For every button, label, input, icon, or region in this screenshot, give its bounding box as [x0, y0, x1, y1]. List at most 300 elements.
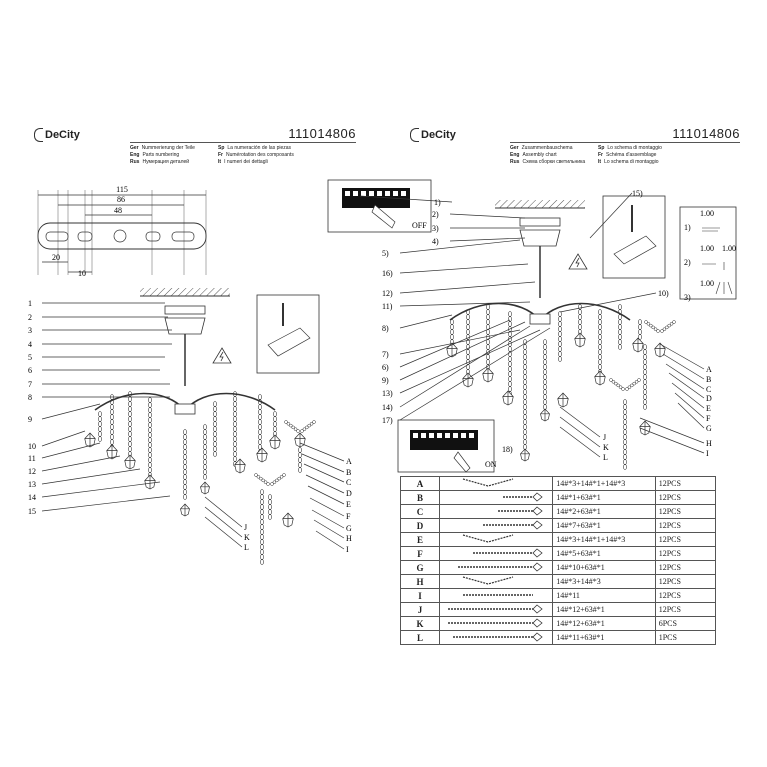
callout-number: 8 — [28, 393, 32, 402]
leader-line — [316, 531, 344, 549]
part-letter: C — [401, 505, 440, 519]
crystal-bead — [260, 490, 263, 495]
switch-off-label: OFF — [412, 221, 427, 230]
crystal-bead — [508, 357, 511, 362]
callout-letter: A — [706, 365, 712, 374]
crystal-bead — [183, 450, 186, 455]
crystal-bead — [213, 452, 216, 457]
crystal-bead — [298, 458, 301, 463]
crystal-bead — [543, 365, 546, 370]
crystal-bead — [598, 320, 601, 325]
ceiling — [140, 288, 230, 296]
callout-number: 12 — [28, 467, 36, 476]
crystal-bead — [543, 350, 546, 355]
crystal-bead — [183, 495, 186, 500]
crystal-bead — [213, 427, 216, 432]
crystal-bead — [128, 447, 131, 452]
crystal-bead — [260, 515, 263, 520]
callout-letter: F — [346, 512, 351, 521]
crystal-bead — [598, 355, 601, 360]
leader-line — [640, 428, 704, 453]
part-illustration — [440, 631, 553, 645]
crystal-bead — [148, 428, 151, 433]
hub — [530, 314, 550, 324]
crystal-bead — [213, 412, 216, 417]
crystal-bead — [298, 453, 301, 458]
language-entry: Eng Parts numbering — [130, 152, 180, 158]
crystal-bead — [233, 422, 236, 427]
crystal-bead — [598, 360, 601, 365]
callout-number: 4 — [28, 340, 32, 349]
chain-icon — [443, 548, 543, 558]
callout-number: 15 — [28, 507, 36, 516]
crystal-bead — [258, 410, 261, 415]
crystal-pendant — [633, 338, 644, 352]
crystal-bead — [486, 330, 489, 335]
crystal-bead — [543, 340, 546, 345]
part-letter: G — [401, 561, 440, 575]
panel-slot — [429, 433, 434, 438]
crystal-bead — [623, 400, 626, 405]
crystal-bead — [148, 403, 151, 408]
callout-letter: K — [603, 443, 609, 452]
crystal-bead — [183, 455, 186, 460]
language-entry: Ger Zusammenbauschema — [510, 145, 573, 151]
crystal-bead — [148, 468, 151, 473]
leader-line — [205, 517, 242, 547]
part-formula: 14#*12+63#*1 — [553, 603, 656, 617]
crystal-bead — [148, 448, 151, 453]
crystal-bead — [578, 305, 581, 310]
crystal-bead — [466, 325, 469, 330]
panel-slot — [393, 191, 398, 196]
crystal-bead — [657, 330, 660, 333]
crystal-bead — [183, 490, 186, 495]
leader-line — [42, 482, 160, 497]
crystal-bead — [578, 325, 581, 330]
crystal-bead — [258, 405, 261, 410]
table-row — [401, 505, 716, 519]
part-illustration — [440, 561, 553, 575]
part-letter: B — [401, 491, 440, 505]
dimension-label: 20 — [52, 253, 60, 262]
crystal-bead — [128, 427, 131, 432]
part-quantity: 12PCS — [655, 603, 715, 617]
callout-number: 2 — [28, 313, 32, 322]
crystal-bead — [110, 435, 113, 440]
wiring-value: 1.00 — [700, 279, 714, 288]
crystal-bead — [203, 435, 206, 440]
crystal-pendant — [640, 421, 651, 435]
part-illustration — [440, 589, 553, 603]
dimension-label: 115 — [116, 185, 128, 194]
callout-number: 5) — [382, 249, 389, 258]
leader-line — [300, 443, 344, 461]
crystal-pendant — [201, 482, 210, 494]
crystal-bead — [258, 415, 261, 420]
part-letter: E — [401, 533, 440, 547]
callout-letter: E — [346, 500, 351, 509]
crystal-pendant — [295, 433, 306, 447]
crystal-bead — [558, 352, 561, 357]
crystal-bead — [598, 345, 601, 350]
crystal-bead — [450, 320, 453, 325]
crystal-bead — [523, 345, 526, 350]
crystal-bead — [183, 465, 186, 470]
crystal-bead — [258, 395, 261, 400]
leader-line — [308, 486, 344, 504]
panel-slot — [421, 433, 426, 438]
part-formula: 14#*2+63#*1 — [553, 505, 656, 519]
crystal-bead — [486, 315, 489, 320]
crystal-bead — [466, 350, 469, 355]
mounting-plate — [165, 306, 205, 314]
crystal-bead — [523, 395, 526, 400]
crystal-bead — [110, 410, 113, 415]
crystal-bead — [543, 375, 546, 380]
crystal-bead — [203, 465, 206, 470]
callout-number: 13 — [28, 480, 36, 489]
crystal-bead — [523, 430, 526, 435]
part-letter: I — [401, 589, 440, 603]
part-formula: 14#*11+63#*1 — [553, 631, 656, 645]
crystal-bead — [273, 422, 276, 427]
language-entry: It Lo schema di montaggio — [598, 159, 659, 165]
part-letter: K — [401, 617, 440, 631]
crystal-bead — [260, 500, 263, 505]
callout-letter: J — [603, 433, 607, 442]
canopy — [165, 318, 205, 334]
crystal-bead — [523, 410, 526, 415]
crystal-bead — [466, 315, 469, 320]
crystal-bead — [543, 360, 546, 365]
part-quantity: 12PCS — [655, 533, 715, 547]
leader-line — [560, 293, 656, 312]
crystal-bead — [486, 305, 489, 310]
crystal-bead — [643, 350, 646, 355]
leader-line — [306, 475, 344, 493]
language-entry: Sp Lo schema di montaggio — [598, 145, 662, 151]
leader-line — [42, 469, 140, 484]
chain-icon — [443, 618, 543, 628]
leader-line — [400, 328, 550, 420]
part-formula: 14#*12+63#*1 — [553, 617, 656, 631]
chain-icon — [443, 590, 543, 600]
crystal-bead — [203, 475, 206, 480]
crystal-bead — [450, 325, 453, 330]
crystal-bead — [183, 445, 186, 450]
crystal-bead — [618, 320, 621, 325]
crystal-bead — [233, 427, 236, 432]
part-formula: 14#*7+63#*1 — [553, 519, 656, 533]
crystal-bead — [638, 330, 641, 335]
crystal-bead — [450, 330, 453, 335]
crystal-pendant — [181, 504, 190, 516]
crystal-bead — [523, 370, 526, 375]
chain-icon — [443, 604, 543, 614]
callout-letter: H — [706, 439, 712, 448]
crystal-bead — [213, 442, 216, 447]
crystal-bead — [148, 398, 151, 403]
crystal-bead — [623, 435, 626, 440]
callout-number: 6) — [382, 363, 389, 372]
crystal-bead — [268, 510, 271, 515]
crystal-bead — [183, 480, 186, 485]
part-letter: D — [401, 519, 440, 533]
crystal-bead — [508, 377, 511, 382]
crystal-bead — [128, 407, 131, 412]
crystal-bead — [558, 337, 561, 342]
panel-slot — [401, 191, 406, 196]
leader-line — [42, 496, 170, 511]
crystal-bead — [508, 367, 511, 372]
part-illustration — [440, 533, 553, 547]
part-formula: 14#*5+63#*1 — [553, 547, 656, 561]
crystal-bead — [523, 390, 526, 395]
crystal-bead — [110, 420, 113, 425]
callout-number: 1) — [434, 198, 441, 207]
crystal-bead — [268, 500, 271, 505]
crystal-bead — [128, 437, 131, 442]
leader-line — [302, 454, 344, 472]
part-illustration — [440, 547, 553, 561]
language-entry: Fr Schéma d'assemblage — [598, 152, 657, 158]
callout-number: 11 — [28, 454, 36, 463]
part-quantity: 12PCS — [655, 505, 715, 519]
crystal-bead — [128, 432, 131, 437]
dimension-label: 86 — [117, 195, 125, 204]
crystal-bead — [618, 345, 621, 350]
crystal-bead — [271, 483, 274, 486]
crystal-bead — [623, 415, 626, 420]
callout-letter: L — [244, 543, 249, 552]
part-quantity: 12PCS — [655, 519, 715, 533]
mounting-bracket — [38, 223, 206, 249]
crystal-bead — [148, 463, 151, 468]
crystal-pendant — [541, 409, 550, 421]
table-row — [401, 547, 716, 561]
panel-slot — [413, 433, 418, 438]
crystal-bead — [298, 468, 301, 473]
crystal-bead — [260, 535, 263, 540]
part-formula: 14#*11 — [553, 589, 656, 603]
crystal-bead — [273, 427, 276, 432]
leader-line — [400, 282, 535, 293]
crystal-bead — [558, 317, 561, 322]
crystal-bead — [183, 470, 186, 475]
crystal-bead — [203, 460, 206, 465]
crystal-bead — [622, 388, 625, 391]
callout-number: 4) — [432, 237, 439, 246]
callout-number: 17) — [382, 416, 393, 425]
chain-icon — [443, 520, 543, 530]
leader-line — [400, 322, 525, 380]
assembly-drawing — [328, 180, 736, 472]
panel-slot — [461, 433, 466, 438]
crystal-bead — [183, 430, 186, 435]
crystal-bead — [543, 380, 546, 385]
callout-number: 14 — [28, 493, 36, 502]
crystal-bead — [98, 432, 101, 437]
mounting-plate — [520, 218, 560, 226]
crystal-bead — [260, 560, 263, 565]
language-entry: It I numeri dei dettagli — [218, 159, 268, 165]
crystal-bead — [578, 320, 581, 325]
crystal-bead — [623, 455, 626, 460]
crystal-bead — [523, 365, 526, 370]
crystal-bead — [183, 485, 186, 490]
crystal-bead — [183, 435, 186, 440]
crystal-bead — [598, 310, 601, 315]
table-row — [401, 603, 716, 617]
part-quantity: 12PCS — [655, 477, 715, 491]
crystal-bead — [213, 432, 216, 437]
crystal-bead — [486, 360, 489, 365]
crystal-bead — [260, 530, 263, 535]
part-illustration — [440, 505, 553, 519]
crystal-bead — [623, 430, 626, 435]
crystal-pendant — [483, 368, 494, 382]
callout-letter: F — [706, 414, 711, 423]
detail-inset — [603, 196, 665, 278]
part-illustration — [440, 491, 553, 505]
crystal-bead — [643, 395, 646, 400]
crystal-bead — [148, 408, 151, 413]
panel-slot — [361, 191, 366, 196]
crystal-bead — [260, 505, 263, 510]
leader-line — [400, 320, 510, 367]
table-row — [401, 589, 716, 603]
panel-slot — [353, 191, 358, 196]
part-illustration — [440, 603, 553, 617]
crystal-bead — [233, 407, 236, 412]
leader-line — [400, 240, 520, 253]
panel-slot — [377, 191, 382, 196]
crystal-bead — [233, 402, 236, 407]
hub — [175, 404, 195, 414]
crystal-bead — [508, 387, 511, 392]
leader-line — [560, 427, 600, 457]
callout-number: 13) — [382, 389, 393, 398]
crystal-bead — [543, 400, 546, 405]
product-code: 111014806 — [672, 126, 740, 141]
crystal-bead — [598, 335, 601, 340]
part-quantity: 12PCS — [655, 561, 715, 575]
callout-number: 14) — [382, 403, 393, 412]
crystal-bead — [260, 495, 263, 500]
table-row — [401, 617, 716, 631]
callout-number: 10) — [658, 289, 669, 298]
crystal-bead — [523, 380, 526, 385]
wiring-value: 1.00 — [700, 209, 714, 218]
crystal-bead — [148, 458, 151, 463]
crystal-bead — [98, 437, 101, 442]
callout-number: 2) — [432, 210, 439, 219]
callout-number: 1 — [28, 299, 32, 308]
crystal-bead — [233, 417, 236, 422]
crystal-bead — [618, 325, 621, 330]
crystal-bead — [233, 437, 236, 442]
language-entry: Sp La numeración de las piezas — [218, 145, 292, 151]
crystal-bead — [618, 330, 621, 335]
crystal-bead — [558, 327, 561, 332]
crystal-bead — [128, 417, 131, 422]
crystal-bead — [508, 372, 511, 377]
crystal-bead — [623, 450, 626, 455]
panel-slot — [437, 433, 442, 438]
crystal-bead — [203, 445, 206, 450]
table-row — [401, 631, 716, 645]
crystal-bead — [486, 340, 489, 345]
warning-icon — [569, 254, 587, 269]
crystal-bead — [110, 440, 113, 445]
crystal-bead — [203, 425, 206, 430]
crystal-bead — [598, 340, 601, 345]
crystal-bead — [213, 407, 216, 412]
crystal-bead — [626, 388, 629, 391]
callout-number: 6 — [28, 366, 32, 375]
language-entry: Rus Нумерация деталей — [130, 159, 190, 165]
table-row — [401, 519, 716, 533]
callout-letter: I — [706, 449, 709, 458]
crystal-bead — [558, 312, 561, 317]
table-row — [401, 491, 716, 505]
callout-letter: G — [346, 524, 352, 533]
crystal-bead — [543, 385, 546, 390]
crystal-bead — [128, 422, 131, 427]
part-letter: F — [401, 547, 440, 561]
chain-icon — [443, 506, 543, 516]
parts-table — [400, 476, 716, 645]
crystal-bead — [623, 405, 626, 410]
crystal-bead — [148, 453, 151, 458]
part-letter: A — [401, 477, 440, 491]
crystal-bead — [203, 440, 206, 445]
crystal-bead — [623, 445, 626, 450]
crystal-bead — [623, 465, 626, 470]
crystal-bead — [128, 412, 131, 417]
crystal-bead — [638, 325, 641, 330]
crystal-bead — [523, 400, 526, 405]
crystal-pendant — [283, 513, 294, 527]
table-row — [401, 477, 716, 491]
crystal-bead — [148, 438, 151, 443]
crystal-bead — [183, 475, 186, 480]
crystal-bead — [466, 330, 469, 335]
crystal-bead — [523, 375, 526, 380]
part-formula: 14#*3+14#*1+14#*3 — [553, 477, 656, 491]
wiring-value: 1.00 — [700, 244, 714, 253]
crystal-bead — [508, 312, 511, 317]
leader-line — [560, 407, 600, 437]
crystal-bead — [618, 305, 621, 310]
crystal-bead — [598, 330, 601, 335]
crystal-bead — [110, 415, 113, 420]
crystal-bead — [643, 360, 646, 365]
part-quantity: 12PCS — [655, 491, 715, 505]
crystal-bead — [623, 420, 626, 425]
crystal-bead — [213, 417, 216, 422]
crystal-bead — [213, 422, 216, 427]
crystal-bead — [213, 447, 216, 452]
crystal-bead — [466, 320, 469, 325]
leader-line — [312, 510, 344, 528]
crystal-pendant — [463, 373, 474, 387]
canopy — [520, 230, 560, 246]
crystal-bead — [203, 470, 206, 475]
crystal-bead — [183, 440, 186, 445]
crystal-bead — [661, 330, 664, 333]
